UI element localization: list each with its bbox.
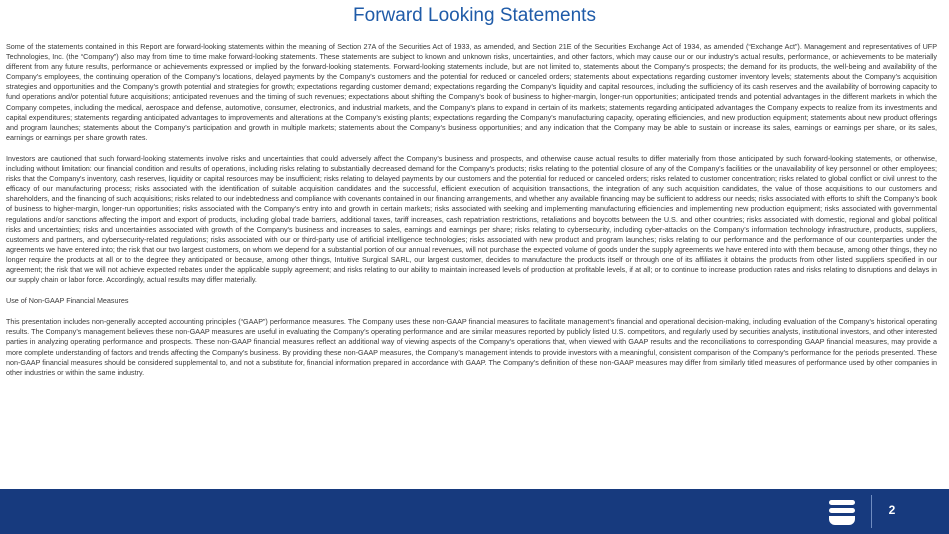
document-body bbox=[6, 42, 937, 389]
risk-factors-paragraph: Investors are cautioned that such forward-looking statements involve risks and uncertainties that could adversely affect the Company’s business and prospects, and otherwise cause actual results to differ materially from those anticipated by such forward-looking statements, or otherwise, including without limitation: our financial condition and results of operations, including risks relating to substantially decreased demand for the Company’s products; risks relating to the potential closure of any of the Company’s facilities or the unavailability of key personnel or other employees; risks that the Company’s inventory, cash reserves, liquidity or capital resources may be insufficient; risks relating to delayed payments by our customers and the potential for reduced or canceled orders; risks related to customer concentration; risks related to global conflict or civil unrest to the efficacy of our manufacturing process; risks associated with the identification of suitable acquisition candidates and the successful, efficient execution of acquisition transactions, the integration of any such acquisition candidates, the value of those acquisitions to our customers and shareholders, and the financing of such acquisitions; risks related to our indebtedness and compliance with covenants contained in our financing arrangements, and whether any available financing may be sufficient to address our needs; risks associated with efforts to shift the Company’s book of business to higher-margin, longer-run opportunities; risks associated with the Company’s entry into and growth in certain markets; risks associated with seeking and implementing manufacturing efficiencies and implementing new production equipment; risks associated with governmental regulations and/or sanctions affecting the import and export of products, including global trade barriers, additional taxes, tariff increases, cash repatriation restrictions, retaliations and boycotts between the U.S. and other countries; risks associated with domestic, regional and global political risks and uncertainties; risks and uncertainties associated with growth of the Company’s business and increases to sales, earnings and earnings per share; risks relating to cybersecurity, including cyber-attacks on the Company’s information technology infrastructure, products, suppliers, customers and partners, and cybersecurity-related regulations; risks associated with our or third-party use of artificial intelligence technologies; risks associated with new product and program launches; risks relating to our performance and the performance of our counterparties under the agreements we have entered into; the risk that our two largest customers, on whom we depend for a substantial portion of our annual revenues, will not purchase the expected volume of goods under the supply agreements we have entered into with them because, among other things, they no longer require the products at all or to the degree they anticipated or because, among other things, Intuitive Surgical SARL, our largest customer, decides to manufacture the products itself or through one of its affiliates it obtains the products from other listed suppliers specified in our agreement; the risk that we will not achieve expected rebates under the applicable supply agreement; and risks relating to our ability to maintain increased levels of production at profitable levels, if at all; or to continue to increase production rates and risks relating to disruptions and delays in our supply chain or labor force. Accordingly, actual results may differ materially. bbox=[6, 153, 937, 285]
footer-bar bbox=[0, 489, 949, 534]
forward-looking-paragraph: Some of the statements contained in this Report are forward-looking statements within the meaning of Section 27A of the Securities Act of 1933, as amended, and Section 21E of the Securities Exchange Act of 1934, as amended (“Exchange Act”). Management and representatives of UFP Technologies, Inc. (the “Company”) also may from time to time make forward-looking statements. These statements are subject to known and unknown risks, uncertainties, and other factors, which may cause our or our industry’s actual results, performance, or achievements to be materially different from any future results, performance or achievements expressed or implied by the forward-looking statements. Forward-looking statements include, but are not limited to, statements about the Company’s prospects; the demand for its products, the well-being and availability of the Company’s employees, the continuing operation of the Company’s locations, delayed payments by the Company’s customers and the potential for reduced or canceled orders; statements about expectations regarding customer inventory levels; statements about the Company’s acquisition strategies and opportunities and the Company’s growth potential and strategies for growth; expectations regarding customer demand; expectations regarding the Company’s liquidity and capital resources, including the sufficiency of its cash reserves and the availability of borrowing capacity to fund operations and/or potential future acquisitions; anticipated revenues and the timing of such revenues; expectations about shifting the Company’s book of business to higher-margin, longer-run opportunities; anticipated trends and potential advantages in the different markets in which the Company competes, including the medical, aerospace and defense, automotive, consumer, electronics, and industrial markets, and the Company’s plans to expand in certain of its markets; statements regarding anticipated advantages the Company expects to realize from its investments and capital expenditures; statements regarding anticipated advantages to improvements and alterations at the Company’s existing plants; expectations regarding the Company’s manufacturing capacity, operating efficiencies, and new production equipment; statements about new product offerings and program launches; statements about the Company’s participation and growth in multiple markets; statements about the Company’s business opportunities; and any indication that the Company may be able to sustain or increase its sales, earnings or earnings per share, or its sales, earnings or earnings per share growth rates. bbox=[6, 42, 937, 142]
ufp-logo-icon bbox=[827, 497, 857, 527]
page-number: 2 bbox=[888, 503, 896, 517]
footer-divider bbox=[871, 495, 872, 528]
page-title: Forward Looking Statements bbox=[353, 5, 596, 26]
non-gaap-heading: Use of Non-GAAP Financial Measures bbox=[6, 296, 129, 306]
non-gaap-paragraph: This presentation includes non-generally accepted accounting principles (“GAAP”) performance measures. The Company uses these non-GAAP financial measures to facilitate management’s financial and operational decision-making, including evaluation of the Company’s historical operating results. The Company’s management believes these non-GAAP measures are useful in evaluating the Company’s operating performance and are similar measures reported by publicly listed U.S. competitors, and regularly used by securities analysts, institutional investors, and other interested parties in analyzing operating performance and prospects. These non-GAAP financial measures reflect an additional way of viewing aspects of the Company’s operations that, when viewed with GAAP results and the reconciliations to corresponding GAAP financial measures, may provide a more complete understanding of factors and trends affecting the Company’s business. By providing these non-GAAP measures, the Company’s management intends to provide investors with a meaningful, consistent comparison of the Company’s performance for the periods presented. These non-GAAP financial measures should be considered supplemental to, and not a substitute for, financial information prepared in accordance with GAAP. The Company’s definition of these non-GAAP measures may differ from similarly titled measures of performance used by other companies in other industries or within the same industry. bbox=[6, 317, 937, 377]
